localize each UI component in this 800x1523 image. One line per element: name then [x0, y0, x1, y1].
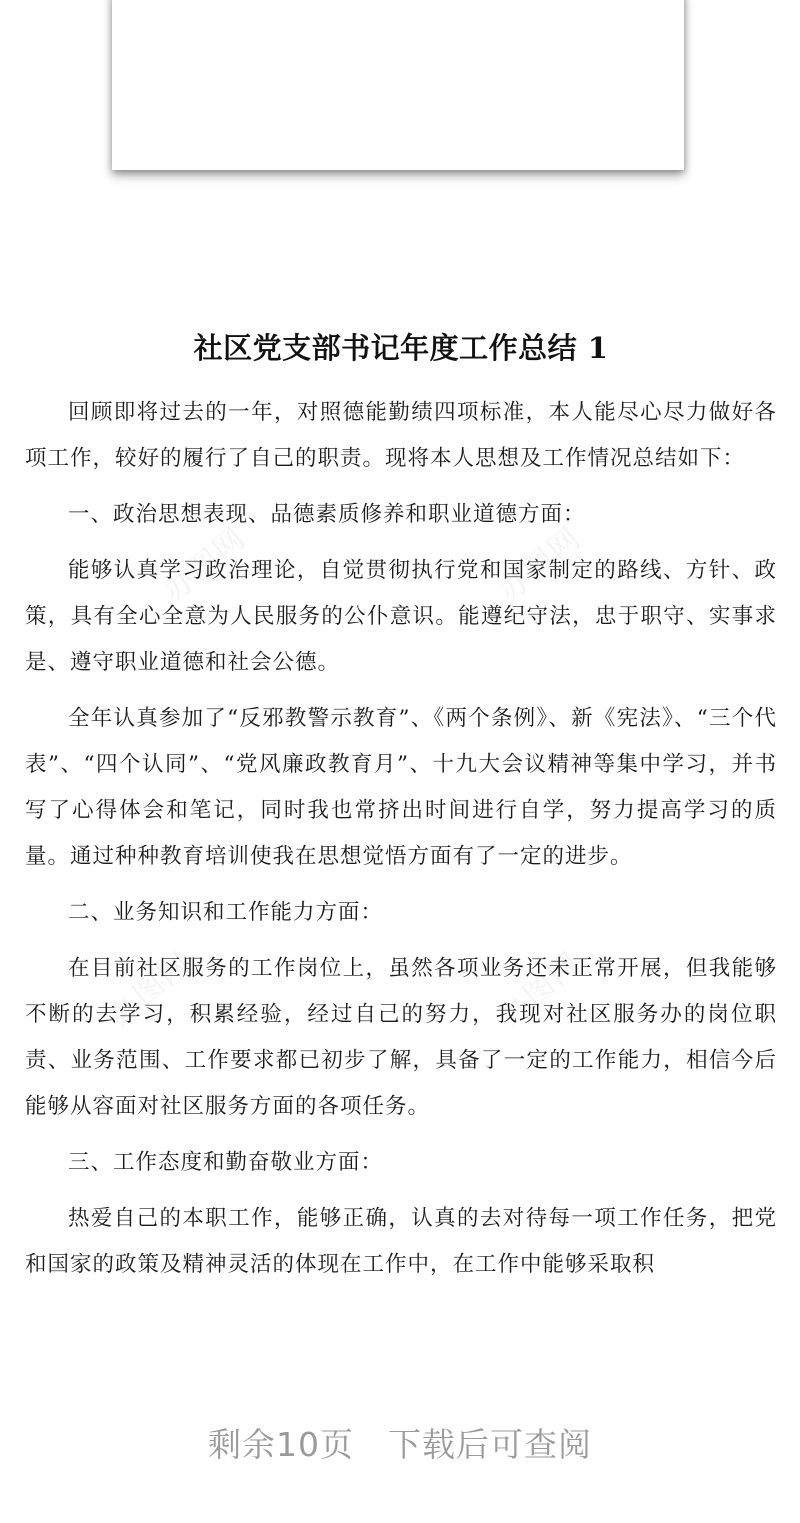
remaining-pages-label: 剩余10页	[208, 1425, 354, 1464]
previous-page-preview	[112, 0, 684, 170]
paragraph-study: 全年认真参加了“反邪教警示教育”、《两个条例》、新《宪法》、“三个代表”、“四个认同”、“党风廉政教育月”、十九大会议精神等集中学习，并书写了心得体会和笔记，同时我也常挤出时间进行自学，努力提高学习的质量。通过种种教育培训使我在思想觉悟方面有了一定的进步。	[25, 706, 777, 869]
download-hint-label: 下载后可查阅	[388, 1425, 592, 1464]
paragraph-political: 能够认真学习政治理论，自觉贯彻执行党和国家制定的路线、方针、政策，具有全心全意为人民服务的公仆意识。能遵纪守法，忠于职守、实事求是、遵守职业道德和社会公德。	[25, 558, 777, 675]
document-body	[25, 326, 777, 1298]
document-title: 社区党支部书记年度工作总结 1	[193, 331, 609, 365]
watermark: 办图网	[157, 520, 254, 609]
section-heading-ability: 二、业务知识和工作能力方面：	[68, 900, 384, 925]
download-prompt[interactable]	[0, 1420, 800, 1470]
watermark: 办图网	[492, 945, 589, 1034]
paragraph-intro: 回顾即将过去的一年，对照德能勤绩四项标准，本人能尽心尽力做好各项工作，较好的履行了自己的职责。现将本人思想及工作情况总结如下：	[25, 400, 777, 471]
paragraph-ability: 在目前社区服务的工作岗位上，虽然各项业务还未正常开展，但我能够不断的去学习，积累经验，经过自己的努力，我现对社区服务办的岗位职责、业务范围、工作要求都已初步了解，具备了一定的工作能力，相信今后能够从容面对社区服务方面的各项任务。	[25, 956, 777, 1119]
watermark: 办图网	[492, 520, 589, 609]
section-heading-political: 一、政治思想表现、品德素质修养和职业道德方面：	[68, 502, 586, 527]
watermark: 办图网	[102, 945, 199, 1034]
paragraph-attitude: 热爱自己的本职工作，能够正确，认真的去对待每一项工作任务，把党和国家的政策及精神灵活的体现在工作中，在工作中能够采取积	[25, 1206, 777, 1277]
section-heading-attitude: 三、工作态度和勤奋敬业方面：	[68, 1150, 384, 1175]
